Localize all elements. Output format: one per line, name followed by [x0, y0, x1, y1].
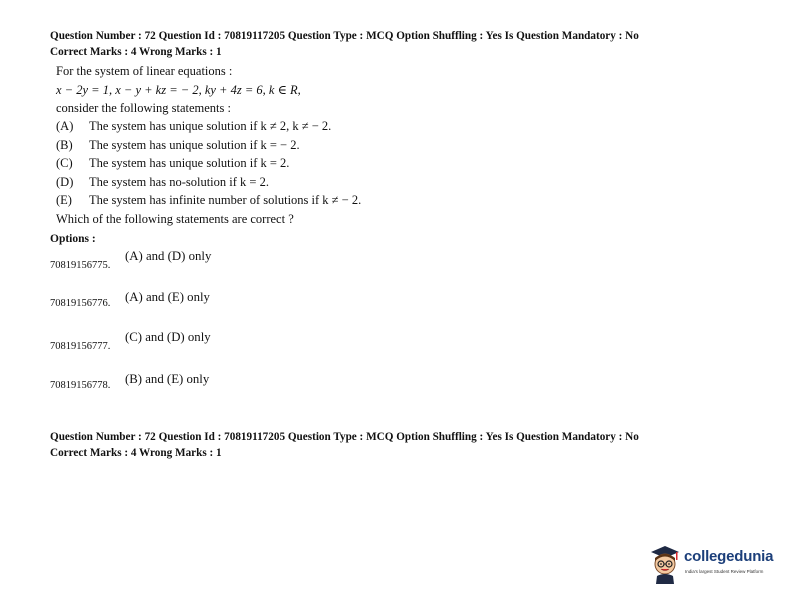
collegedunia-logo [648, 544, 778, 584]
statement-label: (C) [56, 156, 73, 170]
option-text[interactable]: (B) and (E) only [125, 372, 210, 386]
option-id: 70819156776. [50, 298, 111, 309]
statement-label: (A) [56, 119, 74, 133]
statement-b [56, 138, 300, 153]
statement-text: The system has infinite number of solutions if k ≠ − 2. [89, 193, 362, 207]
question-header-line1: Question Number : 72 Question Id : 70819117205 Question Type : MCQ Option Shuffling : Yes Is Question Mandatory : No [50, 431, 639, 443]
statement-c [56, 156, 289, 171]
option-id: 70819156775. [50, 260, 111, 271]
question-ask: Which of the following statements are correct ? [56, 212, 294, 226]
option-text[interactable]: (A) and (E) only [125, 290, 210, 304]
statement-e [56, 193, 361, 208]
logo-name: collegedunia [684, 548, 774, 565]
option-text[interactable]: (A) and (D) only [125, 249, 212, 263]
question-header-line1: Question Number : 72 Question Id : 70819117205 Question Type : MCQ Option Shuffling : Yes Is Question Mandatory : No [50, 30, 639, 42]
statement-a [56, 119, 331, 134]
statement-text: The system has unique solution if k = 2. [89, 156, 290, 170]
option-text[interactable]: (C) and (D) only [125, 330, 211, 344]
option-id: 70819156777. [50, 341, 111, 352]
question-marks-line: Correct Marks : 4 Wrong Marks : 1 [50, 447, 222, 459]
options-label: Options : [50, 233, 96, 245]
statement-text: The system has unique solution if k ≠ 2, k ≠ − 2. [89, 119, 332, 133]
question-equations: x − 2y = 1, x − y + kz = − 2, ky + 4z = 6, k ∈ R, [56, 83, 301, 97]
question-prompt: consider the following statements : [56, 101, 231, 115]
statement-label: (E) [56, 193, 72, 207]
option-id: 70819156778. [50, 380, 111, 391]
question-intro: For the system of linear equations : [56, 64, 233, 78]
statement-text: The system has no-solution if k = 2. [89, 175, 269, 189]
statement-d [56, 175, 269, 190]
question-marks-line: Correct Marks : 4 Wrong Marks : 1 [50, 46, 222, 58]
statement-label: (D) [56, 175, 74, 189]
statement-label: (B) [56, 138, 73, 152]
statement-text: The system has unique solution if k = − 2. [89, 138, 300, 152]
student-mascot-icon [648, 544, 682, 584]
logo-tagline: India's largest Student Review Platform [685, 569, 764, 574]
